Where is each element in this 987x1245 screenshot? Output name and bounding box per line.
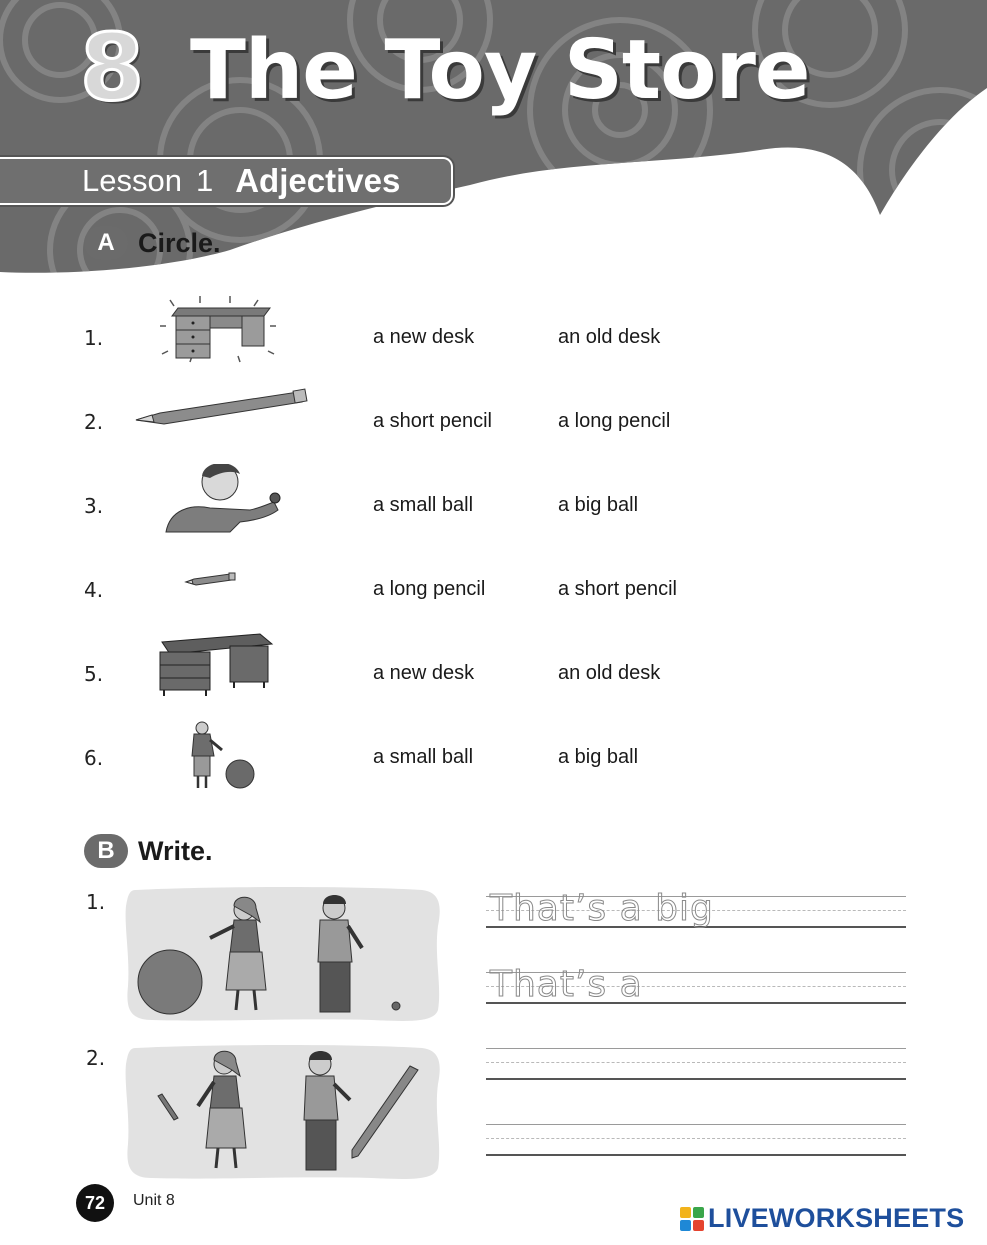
brand-name: LIVEWORKSHEETS <box>708 1203 965 1233</box>
lesson-name: Adjectives <box>235 162 401 199</box>
option-a[interactable]: a long pencil <box>373 578 486 600</box>
old-desk-picture <box>130 632 320 716</box>
option-a[interactable]: a new desk <box>373 326 475 348</box>
item-number: 1. <box>84 326 104 350</box>
new-desk-picture <box>130 296 320 380</box>
section-a-heading <box>84 226 221 260</box>
brand-logo[interactable] <box>680 1203 964 1234</box>
option-a[interactable]: a small ball <box>373 746 474 768</box>
short-pencil-picture <box>130 548 320 632</box>
lesson-number: 1 <box>195 163 214 198</box>
section-b-badge: B <box>84 834 128 868</box>
trace-text: That’s a big <box>490 888 714 929</box>
item-number: 4. <box>84 578 104 602</box>
write-lines-1 <box>486 888 906 1044</box>
circle-item <box>0 716 987 800</box>
section-b-title: Write. <box>138 835 213 866</box>
option-b[interactable]: a big ball <box>558 494 639 516</box>
option-a[interactable]: a new desk <box>373 662 475 684</box>
lesson-label: Lesson <box>82 163 182 198</box>
unit-number: 8 <box>80 14 143 121</box>
circle-item <box>0 548 987 632</box>
boy-big-ball-picture <box>130 716 320 800</box>
liveworksheets-icon <box>680 1207 704 1231</box>
write-lines-2 <box>486 1044 906 1196</box>
option-a[interactable]: a short pencil <box>373 410 492 432</box>
circle-item <box>0 296 987 380</box>
boy-small-ball-picture <box>130 464 320 548</box>
item-number: 5. <box>84 662 104 686</box>
option-b[interactable]: an old desk <box>558 662 661 684</box>
girl-boy-balls-picture <box>122 886 444 1024</box>
girl-boy-pencils-picture <box>122 1044 444 1182</box>
circle-item <box>0 632 987 716</box>
circle-item <box>0 380 987 464</box>
option-b[interactable]: a short pencil <box>558 578 677 600</box>
page-number: 72 <box>76 1184 114 1222</box>
item-number: 2. <box>84 410 104 434</box>
item-number: 6. <box>84 746 104 770</box>
option-b[interactable]: a long pencil <box>558 410 671 432</box>
lesson-bar <box>0 157 453 205</box>
unit-title: The Toy Store <box>190 23 810 118</box>
writing-line[interactable] <box>486 1044 906 1084</box>
writing-line[interactable] <box>486 1120 906 1160</box>
option-b[interactable]: an old desk <box>558 326 661 348</box>
writing-line[interactable] <box>486 888 906 932</box>
unit-label: Unit 8 <box>133 1192 175 1209</box>
write-item-number: 1. <box>86 890 106 914</box>
section-a-title: Circle. <box>138 227 221 258</box>
section-a-badge: A <box>84 226 128 260</box>
long-pencil-picture <box>130 380 320 464</box>
circle-item <box>0 464 987 548</box>
option-a[interactable]: a small ball <box>373 494 474 516</box>
section-b-heading <box>84 834 213 868</box>
write-item-number: 2. <box>86 1046 106 1070</box>
writing-line[interactable] <box>486 964 906 1008</box>
trace-text: That’s a <box>490 964 643 1005</box>
option-b[interactable]: a big ball <box>558 746 639 768</box>
item-number: 3. <box>84 494 104 518</box>
